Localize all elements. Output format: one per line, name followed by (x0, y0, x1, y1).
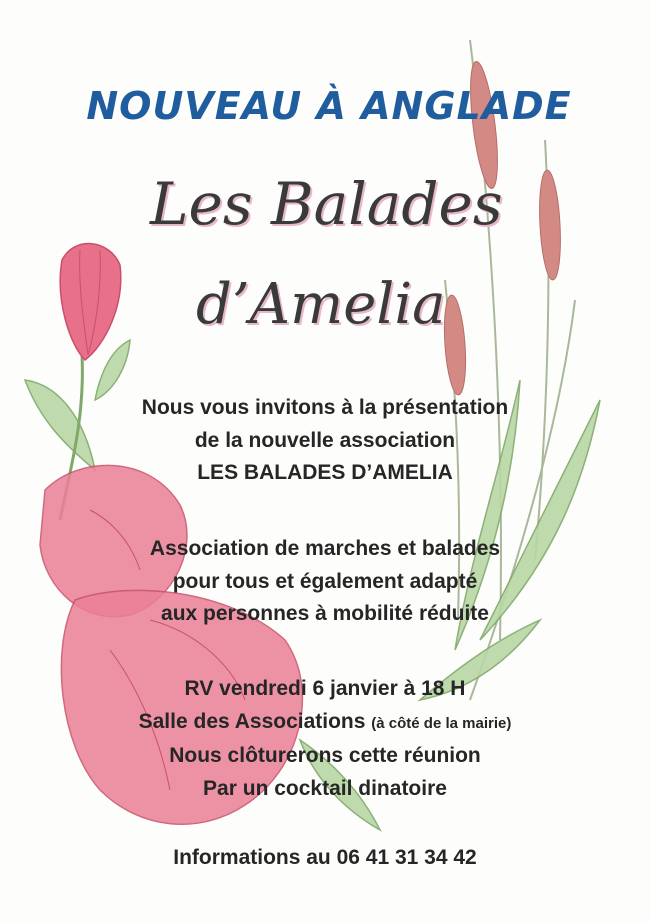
contact-line: Informations au 06 41 31 34 42 (173, 846, 477, 869)
headline: NOUVEAU À ANGLADE (86, 84, 572, 128)
description-block (0, 533, 650, 631)
meeting-date: RV vendredi 6 janvier à 18 H (184, 677, 466, 700)
closing-line-2: Par un cocktail dinatoire (203, 776, 447, 800)
invitation-line-3: LES BALADES D’AMELIA (197, 461, 453, 484)
description-line-3: aux personnes à mobilité réduite (161, 602, 489, 625)
description-line-1: Association de marches et balades (149, 537, 501, 560)
venue-note: (à côté de la mairie) (371, 714, 512, 732)
closing-line-1: Nous clôturerons cette réunion (169, 744, 481, 767)
meeting-venue (0, 706, 650, 741)
invitation-line-1: Nous vous invitons à la présentation (141, 396, 509, 419)
venue-name: Salle des Associations (138, 709, 366, 733)
invitation-line-2: de la nouvelle association (194, 428, 456, 452)
description-line-2: pour tous et également adapté (172, 569, 478, 593)
meeting-block (0, 673, 650, 805)
script-title-line-2: d’Amelia (196, 272, 446, 337)
invitation-block (0, 392, 650, 490)
script-title-line-1: Les Balades (150, 170, 503, 238)
